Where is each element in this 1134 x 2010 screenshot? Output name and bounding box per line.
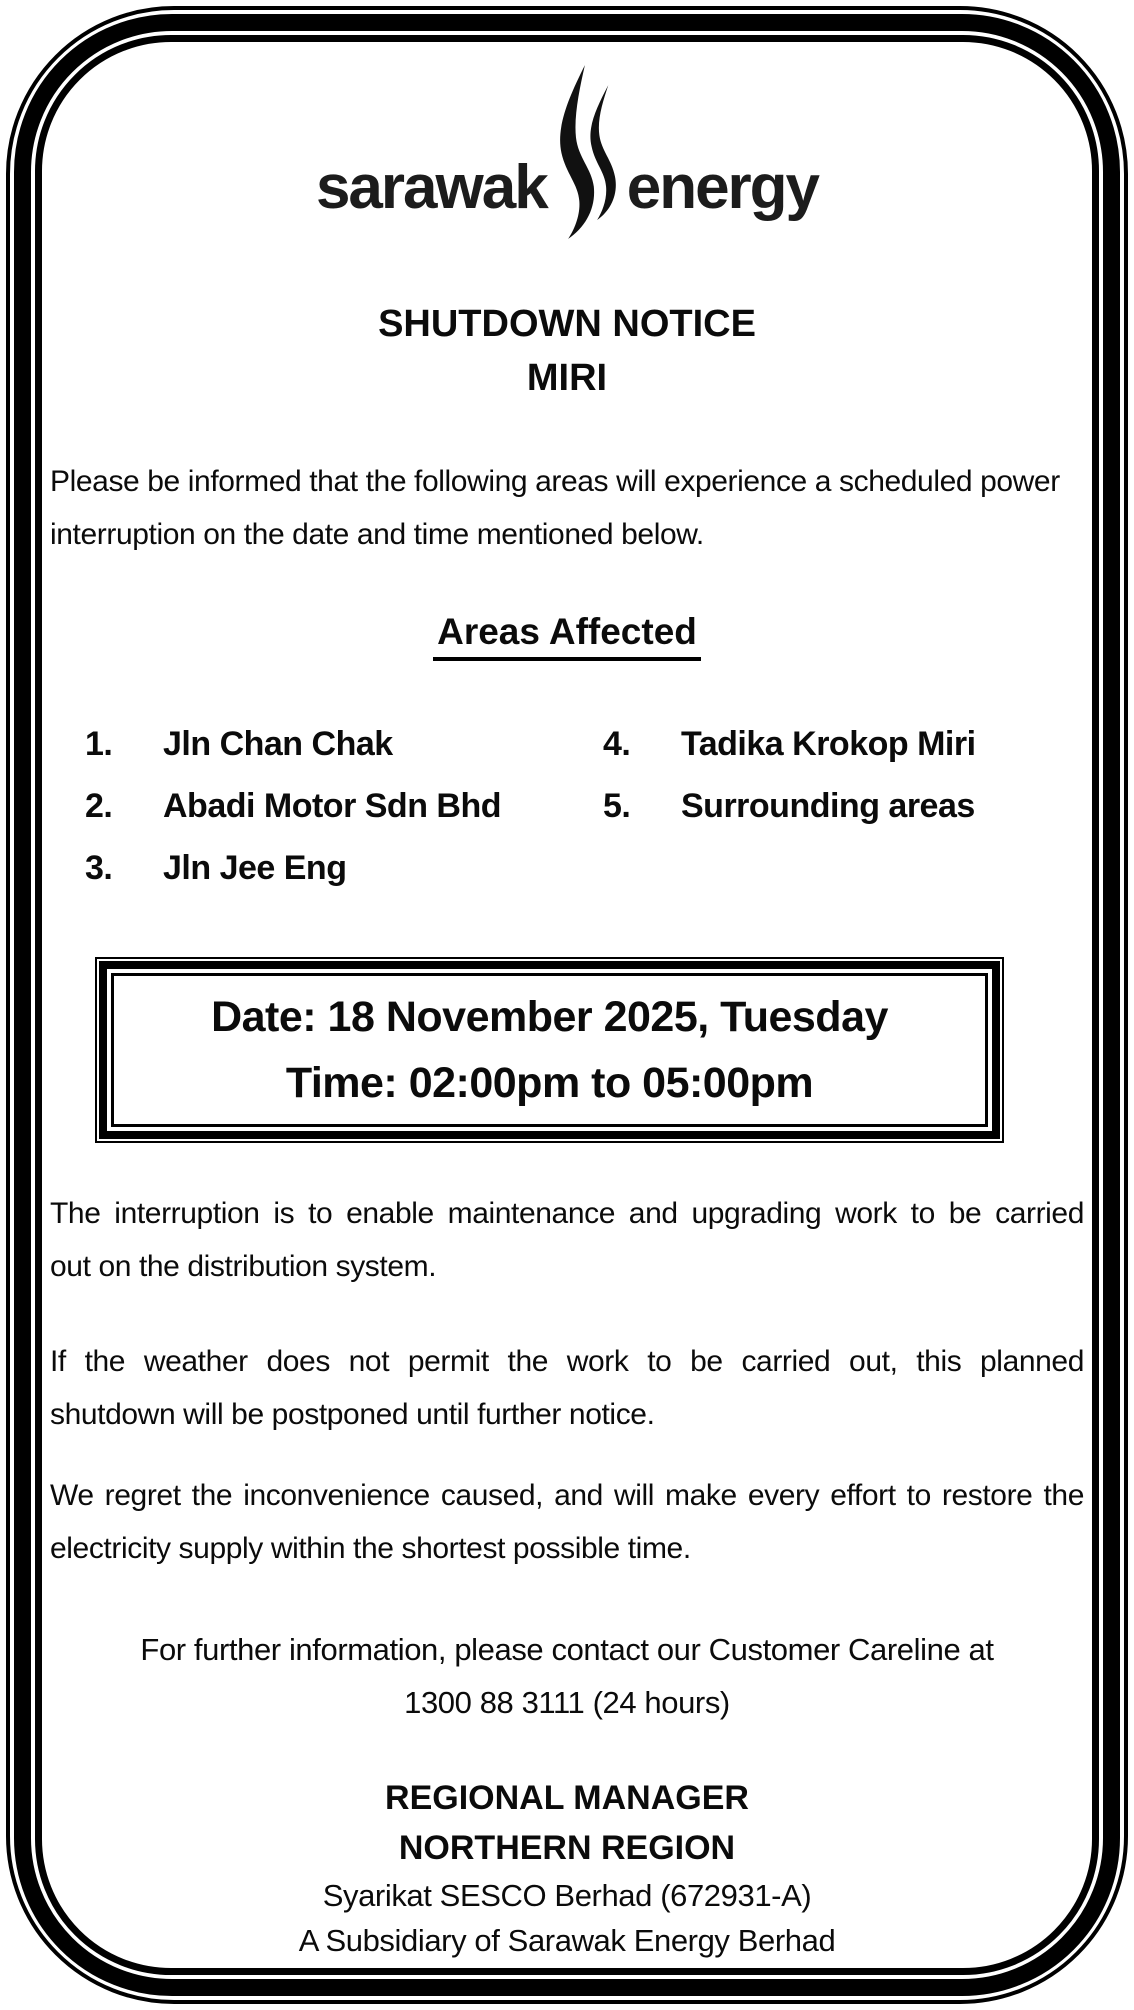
areas-affected-heading [50, 611, 1084, 661]
areas-affected-heading-text: Areas Affected [433, 611, 701, 661]
list-item-number: 1. [85, 724, 113, 763]
company-subsidiary-note: A Subsidiary of Sarawak Energy Berhad [298, 1923, 836, 1958]
notice-title-line1: SHUTDOWN NOTICE [378, 303, 756, 345]
list-item [603, 775, 1084, 837]
schedule-box-middle-border [99, 961, 1000, 1139]
schedule-box-inner [111, 973, 988, 1127]
list-item-number: 2. [85, 786, 113, 825]
regret-paragraph-line1: We regret the inconvenience caused, and will make every effort to restore the [50, 1479, 1084, 1512]
intro-line1: Please be informed that the following areas will experience a scheduled power [50, 465, 1060, 498]
sarawak-energy-logo [50, 54, 1084, 249]
intro-paragraph [50, 455, 1084, 561]
list-item [603, 713, 1084, 775]
list-item [85, 775, 603, 837]
areas-column-1 [85, 713, 603, 899]
list-item-number: 3. [85, 848, 113, 887]
signature-block [50, 1773, 1084, 1963]
list-item-label: Jln Jee Eng [163, 848, 347, 887]
signatory-region: NORTHERN REGION [398, 1829, 736, 1867]
flame-icon [547, 59, 625, 245]
list-item-label: Abadi Motor Sdn Bhd [163, 786, 502, 825]
signatory-title: REGIONAL MANAGER [385, 1779, 749, 1817]
notice-title-line2: MIRI [526, 357, 608, 399]
careline-line1: For further information, please contact our Customer Careline at [140, 1632, 994, 1667]
careline-info [50, 1623, 1084, 1729]
maintenance-paragraph-line2: out on the distribution system. [50, 1250, 437, 1283]
list-item-label: Tadika Krokop Miri [681, 724, 976, 763]
schedule-date: Date: 18 November 2025, Tuesday [211, 993, 888, 1041]
areas-affected-list [50, 713, 1084, 899]
maintenance-paragraph-line1: The interruption is to enable maintenance and upgrading work to be carried [50, 1197, 1084, 1230]
intro-line2: interruption on the date and time mentioned below. [50, 518, 704, 551]
company-name: Syarikat SESCO Berhad (672931-A) [322, 1878, 812, 1913]
notice-document [42, 42, 1092, 1968]
notice-title [50, 297, 1084, 405]
schedule-box [95, 957, 1004, 1143]
list-item-label: Surrounding areas [681, 786, 975, 825]
maintenance-paragraph [50, 1187, 1084, 1293]
regret-paragraph [50, 1469, 1084, 1575]
careline-phone: 1300 88 3111 (24 hours) [404, 1685, 730, 1720]
logo-word-energy: energy [626, 153, 819, 222]
logo-word-sarawak: sarawak [315, 153, 547, 222]
list-item-label: Jln Chan Chak [163, 724, 393, 763]
areas-column-2 [603, 713, 1084, 899]
list-item [85, 713, 603, 775]
list-item-number: 4. [603, 724, 631, 763]
list-item [85, 837, 603, 899]
weather-paragraph-line2: shutdown will be postponed until further notice. [50, 1398, 655, 1431]
weather-paragraph-line1: If the weather does not permit the work to be carried out, this planned [50, 1345, 1084, 1378]
list-item-number: 5. [603, 786, 631, 825]
weather-paragraph [50, 1335, 1084, 1441]
regret-paragraph-line2: electricity supply within the shortest possible time. [50, 1532, 691, 1565]
schedule-time: Time: 02:00pm to 05:00pm [285, 1059, 814, 1107]
